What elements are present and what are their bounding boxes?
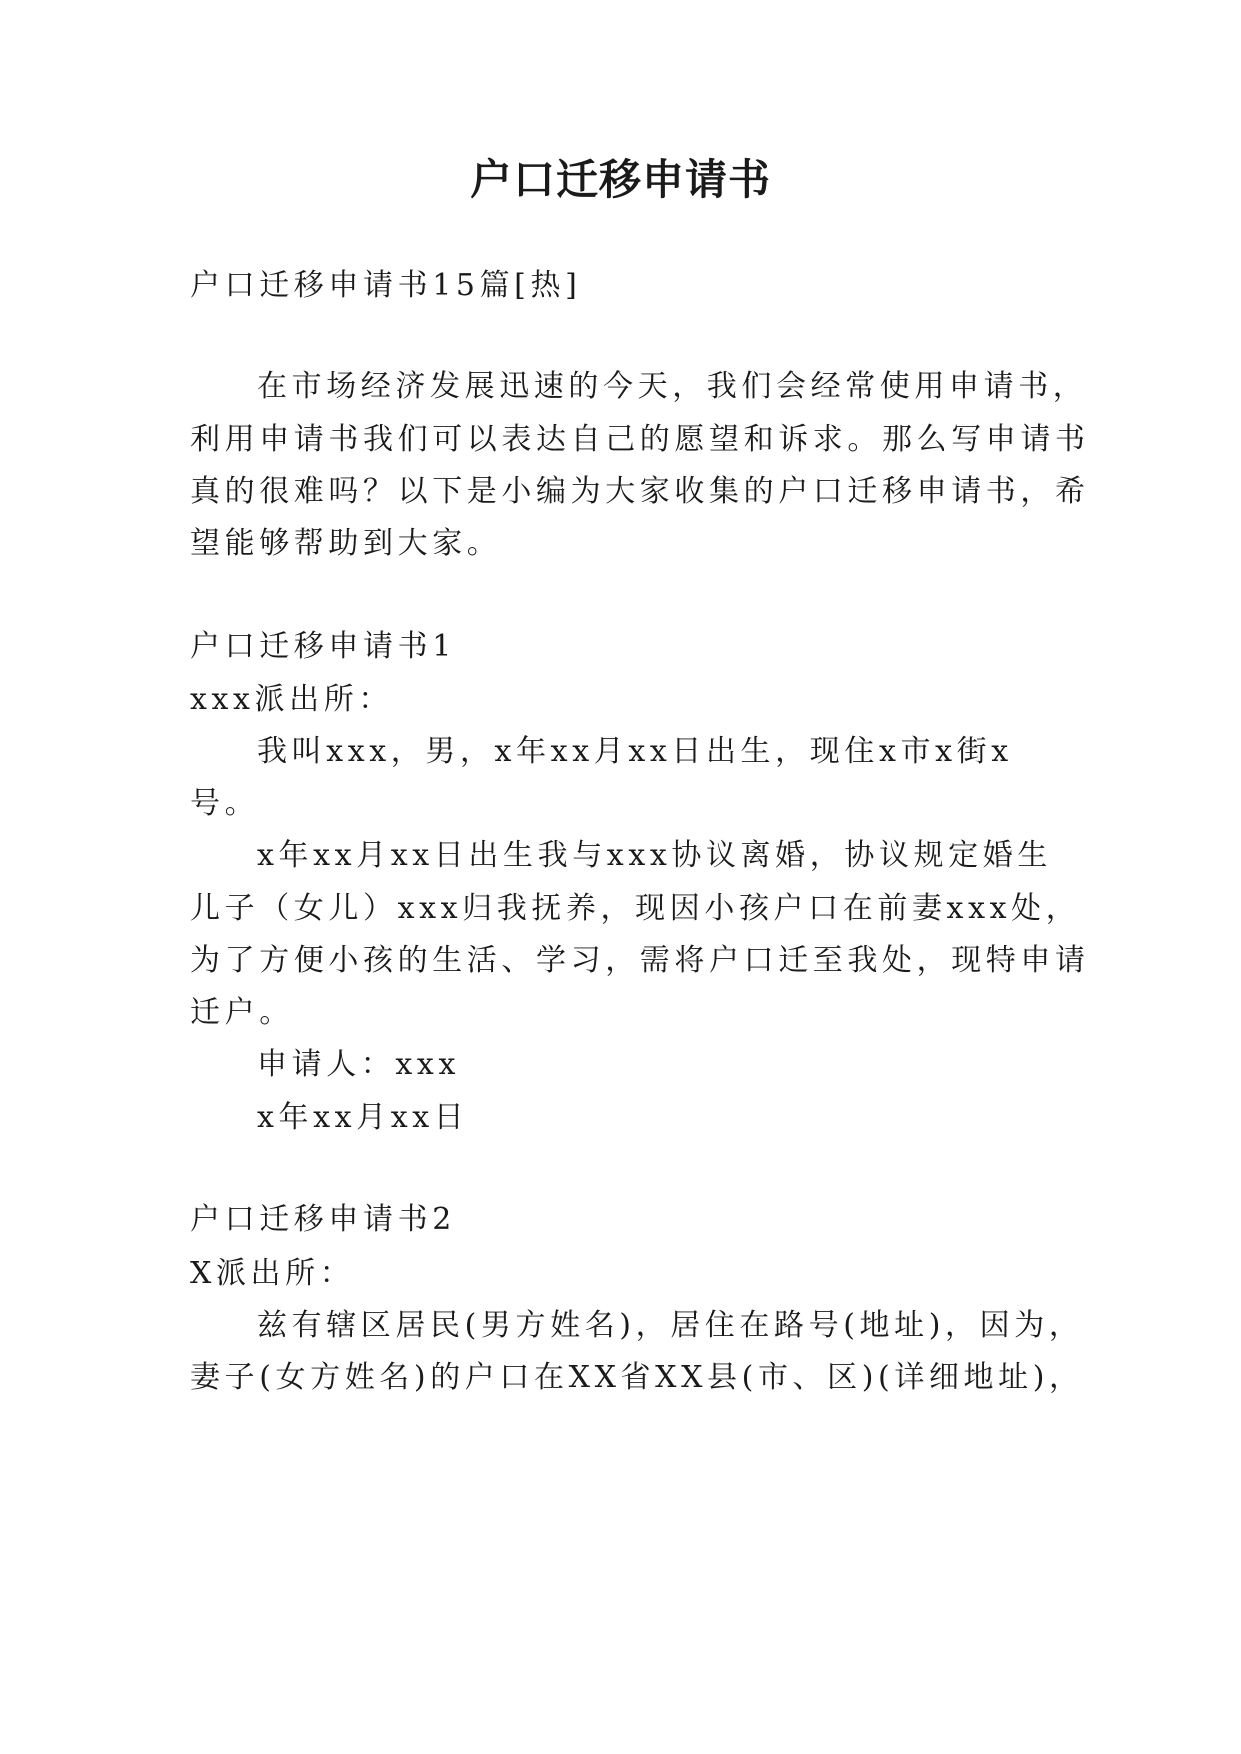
paragraph-line: 儿子（女儿）xxx归我抚养，现因小孩户口在前妻xxx处， (190, 891, 1081, 926)
intro-line: 在市场经济发展迅速的今天，我们会经常使用申请书， (257, 369, 1088, 404)
paragraph-line: x年xx月xx日出生我与xxx协议离婚，协议规定婚生 (257, 838, 1052, 873)
section-heading: 户口迁移申请书1 (190, 629, 456, 664)
applicant-signature: 申请人：xxx (257, 1047, 460, 1082)
salutation: xxx派出所： (190, 682, 393, 717)
section-heading: 户口迁移申请书2 (190, 1202, 456, 1237)
paragraph-line: 兹有辖区居民(男方姓名)，居住在路号(地址)，因为， (257, 1308, 1084, 1343)
paragraph-line: 迁户。 (190, 995, 294, 1030)
salutation: X派出所： (190, 1256, 355, 1291)
intro-line: 利用申请书我们可以表达自己的愿望和诉求。那么写申请书 (190, 422, 1090, 457)
intro-line: 望能够帮助到大家。 (190, 526, 502, 561)
paragraph-line: 妻子(女方姓名)的户口在XX省XX县(市、区)(详细地址)， (190, 1360, 1084, 1395)
paragraph-line: 我叫xxx，男，x年xx月xx日出生，现住x市x街x (257, 734, 1013, 769)
intro-line: 真的很难吗？以下是小编为大家收集的户口迁移申请书，希 (190, 474, 1090, 509)
paragraph-line: 号。 (190, 786, 260, 821)
paragraph-line: 为了方便小孩的生活、学习，需将户口迁至我处，现特申请 (190, 943, 1090, 978)
document-subtitle: 户口迁移申请书15篇[热] (190, 268, 582, 303)
document-title: 户口迁移申请书 (469, 155, 771, 204)
signature-date: x年xx月xx日 (257, 1100, 469, 1135)
